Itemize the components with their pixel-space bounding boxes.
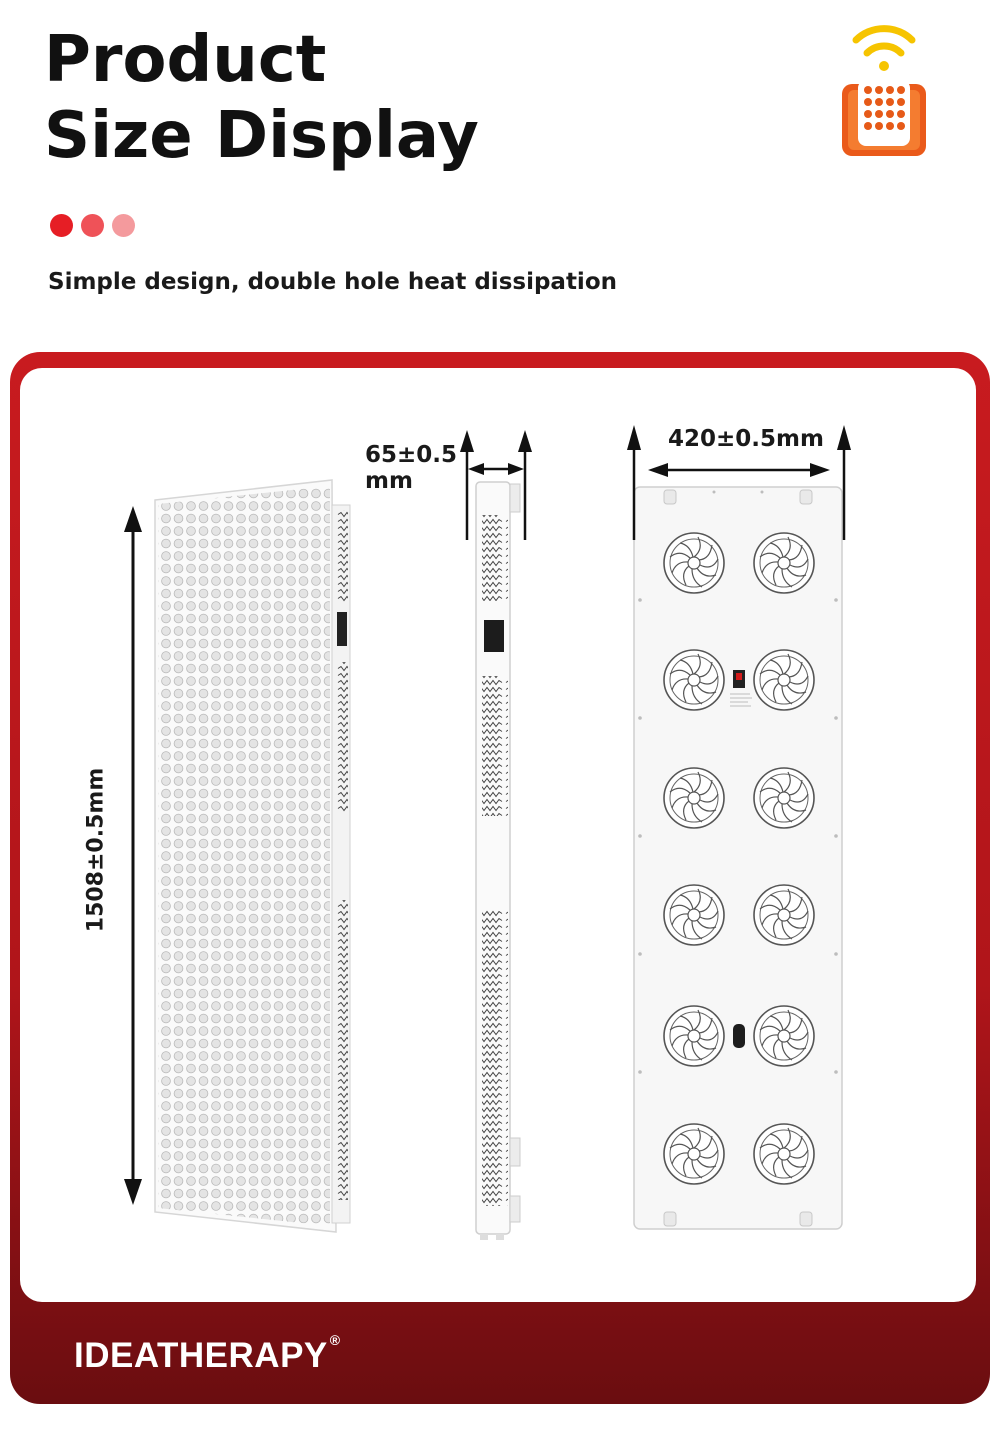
height-arrow (124, 506, 142, 1205)
brand-logo (74, 1332, 341, 1376)
subtitle: Simple design, double hole heat dissipation (48, 269, 617, 295)
title-line-2: Size Display (44, 99, 479, 173)
depth-label-unit: mm (365, 468, 413, 494)
front-panel (155, 480, 350, 1232)
power-socket (733, 1024, 745, 1048)
side-panel (476, 482, 520, 1240)
depth-label (365, 442, 457, 494)
width-label: 420±0.5mm (668, 426, 824, 452)
height-label: 1508±0.5mm (83, 767, 109, 933)
brand-name: IDEATHERAPY (74, 1336, 328, 1375)
back-panel (634, 487, 842, 1229)
depth-label-value: 65±0.5 (365, 442, 458, 468)
trademark-symbol: ® (329, 1332, 341, 1348)
title-line-1: Product (44, 23, 327, 97)
